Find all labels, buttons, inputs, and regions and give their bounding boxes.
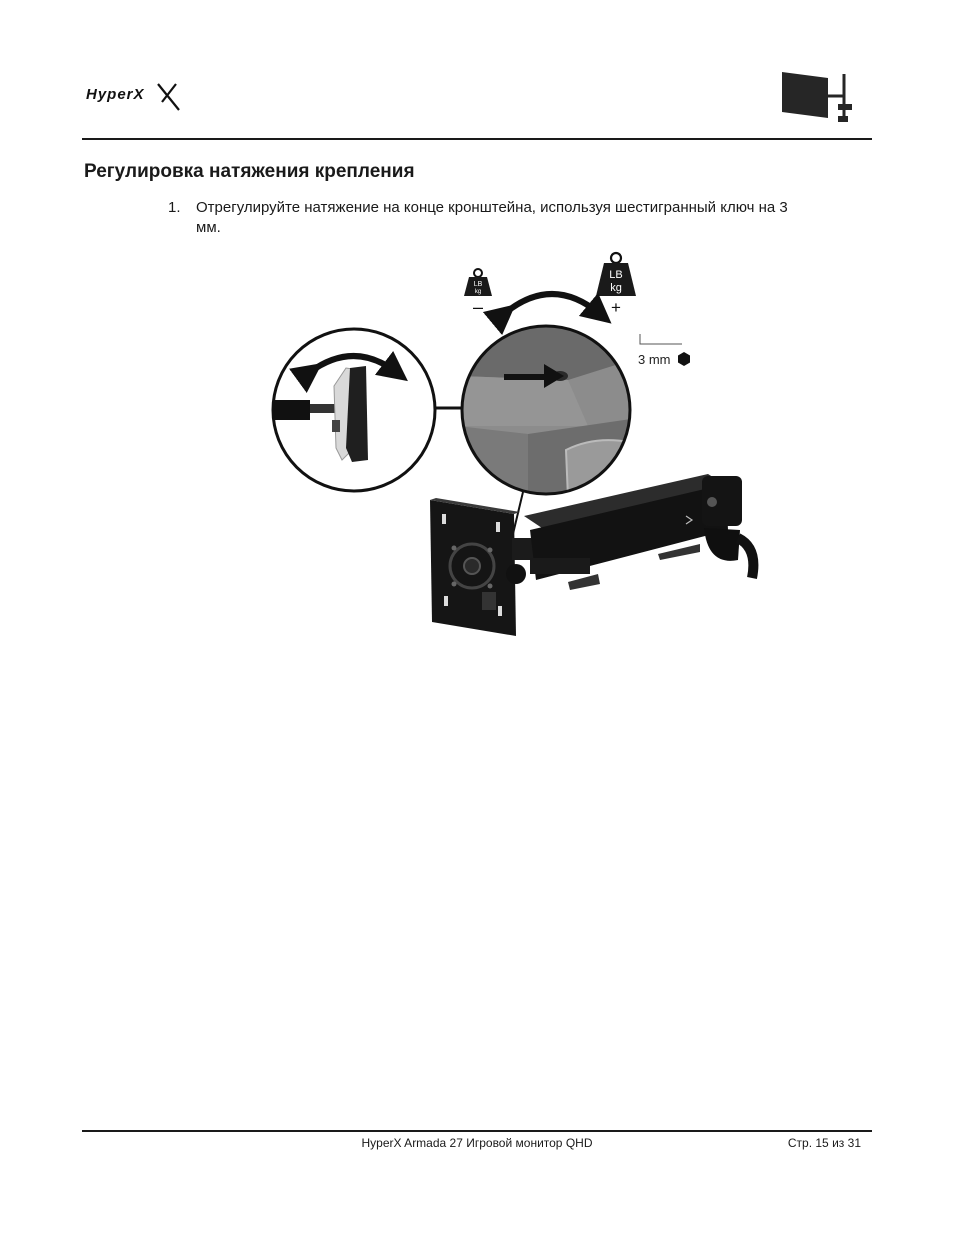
hex-nut-icon — [678, 352, 690, 366]
footer-page-number — [788, 1136, 861, 1150]
page-prefix: Стр. — [787, 1136, 813, 1150]
step-number: 1. — [168, 199, 181, 216]
weight-large-line1: LB — [609, 269, 623, 281]
tool-label: 3 mm — [638, 352, 671, 367]
monitor-arm-drawing — [430, 474, 753, 636]
bolt-detail-circle — [458, 308, 638, 498]
weight-large-sign: + — [611, 298, 621, 317]
footer-rule — [82, 1130, 872, 1132]
weight-increase-icon — [596, 253, 636, 317]
weight-decrease-icon — [464, 269, 492, 317]
hex-key-icon — [640, 334, 682, 344]
hyperx-logo — [84, 80, 184, 112]
rotation-arrow-icon — [504, 294, 600, 314]
section-title: Регулировка натяжения крепления — [84, 161, 415, 182]
weight-small-sign: – — [472, 297, 484, 317]
footer-document-title: HyperX Armada 27 Игровой монитор QHD — [361, 1136, 593, 1150]
weight-large-line2: kg — [610, 282, 622, 294]
page-total: 31 — [847, 1136, 861, 1150]
logo-text: HyperX — [86, 86, 145, 103]
header-rule — [82, 138, 872, 140]
page-current: 15 — [815, 1136, 829, 1150]
tilt-detail-circle — [268, 329, 435, 491]
monitor-arm-icon — [778, 70, 860, 126]
page-separator: из — [832, 1136, 845, 1150]
tension-adjustment-illustration — [268, 248, 768, 640]
step-text: Отрегулируйте натяжение на конце кронштейна, используя шестигранный ключ на 3 мм. — [196, 199, 788, 236]
weight-small-line2: kg — [474, 289, 482, 295]
weight-small-line1: LB — [473, 281, 483, 288]
